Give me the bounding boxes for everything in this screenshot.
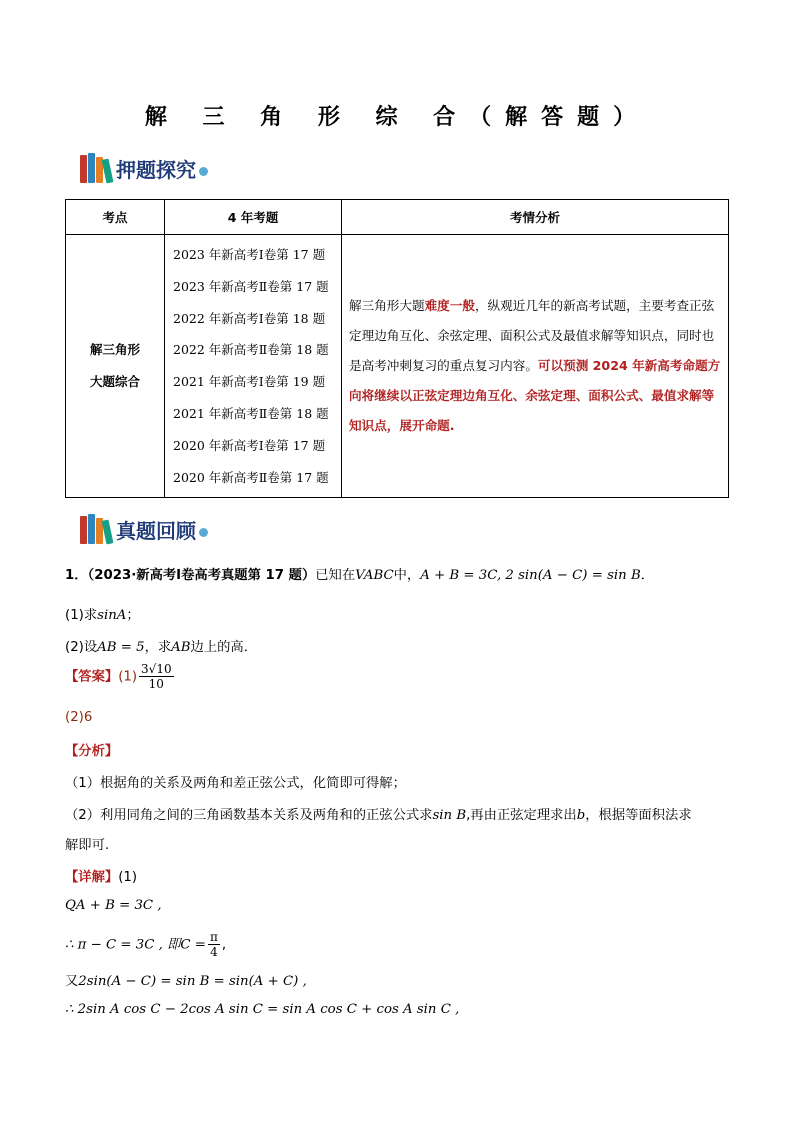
year-item: 2020 年新高考Ⅱ卷第 17 题	[173, 469, 329, 485]
analysis-text: ，根据等面积法求	[585, 808, 692, 823]
column-header: 考情分析	[342, 200, 729, 235]
year-item: 2023 年新高考Ⅱ卷第 17 题	[173, 278, 329, 294]
section-title: 押题探究	[116, 157, 196, 182]
analysis-text: ，纵观近几年的新高考试题，主要考查正弦定理边角互化、余弦定理、面积公式及最值求解等知识点，同时也是高考冲刺复习的重点复习内容。	[349, 298, 715, 374]
topic-line: 解三角形	[89, 342, 140, 358]
question-text: (1)求	[65, 608, 98, 623]
question-2	[65, 636, 257, 655]
year-item: 2022 年新高考Ⅰ卷第 18 题	[173, 310, 326, 326]
year-item: 2022 年新高考Ⅱ卷第 18 题	[173, 342, 329, 358]
math-expression: ∴ π − C = 3C , 即	[65, 937, 181, 953]
analysis-highlight: 难度一般	[424, 298, 475, 314]
problem-source: （2023·新高考Ⅰ卷高考真题第 17 题）	[87, 568, 316, 583]
math-expression: sinA	[97, 608, 127, 623]
years-cell	[165, 235, 342, 498]
answer-fraction	[139, 662, 174, 691]
question-text: ；	[126, 608, 140, 623]
year-item: 2021 年新高考Ⅰ卷第 19 题	[173, 374, 326, 390]
page-title: 解 三 角 形 综 合（解答题）	[144, 105, 650, 130]
table-row	[66, 235, 729, 498]
exam-table	[65, 199, 729, 498]
condition-formula: A + B = 3C, 2 sin(A − C) = sin B	[420, 568, 641, 583]
math-expression: AB	[171, 640, 191, 655]
analysis-text: 解三角形大题	[349, 298, 425, 314]
column-header: 考点	[66, 200, 165, 235]
question-text: (2)设	[65, 640, 98, 655]
detail-step-3	[65, 970, 307, 989]
year-item: 2021 年新高考Ⅱ卷第 18 题	[173, 405, 329, 421]
math-expression: b	[576, 808, 586, 823]
problem-stem	[65, 564, 654, 583]
answer-part-2: (2)6	[65, 710, 93, 725]
math-expression: C =	[180, 937, 206, 953]
year-item: 2020 年新高考Ⅰ卷第 17 题	[173, 437, 326, 453]
question-1	[65, 604, 140, 623]
question-text: 边上的高．	[190, 640, 258, 655]
analysis-text: （2）利用同角之间的三角函数基本关系及两角和的正弦公式求	[65, 808, 433, 823]
pi-over-four-fraction	[208, 930, 220, 959]
answer-label: 【答案】	[65, 669, 119, 685]
triangle-label: VABC	[355, 568, 394, 583]
fraction-denominator: 4	[210, 945, 218, 959]
column-header: 4 年考题	[165, 200, 342, 235]
bullet-dot-icon	[199, 167, 208, 176]
stem-text: 中，	[393, 568, 421, 583]
analysis-line-1: （1）根据角的关系及两角和差正弦公式，化简即可得解；	[65, 776, 406, 791]
section-heading-review	[80, 513, 208, 545]
math-expression: sin B	[432, 808, 467, 823]
stem-text: 已知在	[315, 568, 356, 583]
answer-line	[65, 662, 176, 691]
year-item: 2023 年新高考Ⅰ卷第 17 题	[173, 247, 326, 262]
bullet-dot-icon	[199, 528, 208, 537]
math-expression: ,	[221, 937, 227, 953]
section-title: 真题回顾	[116, 518, 196, 543]
detail-step-2	[65, 930, 226, 959]
books-icon	[80, 514, 112, 544]
fraction-numerator: π	[209, 930, 218, 944]
topic-cell	[66, 235, 165, 498]
analysis-line-3: 解即可.	[65, 838, 110, 853]
table-header-row	[66, 200, 729, 235]
detail-step-4: ∴ 2sin A cos C − 2cos A sin C = sin A cos C + cos A sin C ,	[65, 1002, 460, 1017]
question-text: ，求	[144, 640, 172, 655]
books-icon	[80, 153, 112, 183]
detail-label: 【详解】	[65, 870, 119, 885]
detail-text: 又	[65, 974, 79, 989]
answer-part: (1)	[118, 669, 138, 685]
analysis-label: 【分析】	[65, 744, 119, 759]
fraction-numerator: 3√10	[141, 662, 172, 676]
analysis-text: ,再由正弦定理求出	[466, 808, 577, 823]
problem-number: 1．	[65, 568, 88, 583]
fraction-denominator: 10	[148, 677, 164, 691]
detail-part: (1)	[118, 870, 138, 885]
detail-step-1: QA + B = 3C ,	[65, 898, 162, 913]
analysis-cell	[342, 235, 729, 498]
analysis-prediction: 可以预测 2024 年新高考命题方向将继续以正弦定理边角互化、余弦定理、面积公式、最值求解等知识点，展开命题.	[349, 358, 721, 434]
section-heading-explore	[80, 152, 208, 184]
math-expression: AB = 5	[97, 640, 145, 655]
detail-heading	[65, 866, 137, 885]
topic-line: 大题综合	[89, 374, 140, 390]
stem-text: ．	[640, 568, 655, 583]
math-expression: 2sin(A − C) = sin B = sin(A + C) ,	[78, 974, 307, 989]
analysis-line-2	[65, 804, 692, 823]
